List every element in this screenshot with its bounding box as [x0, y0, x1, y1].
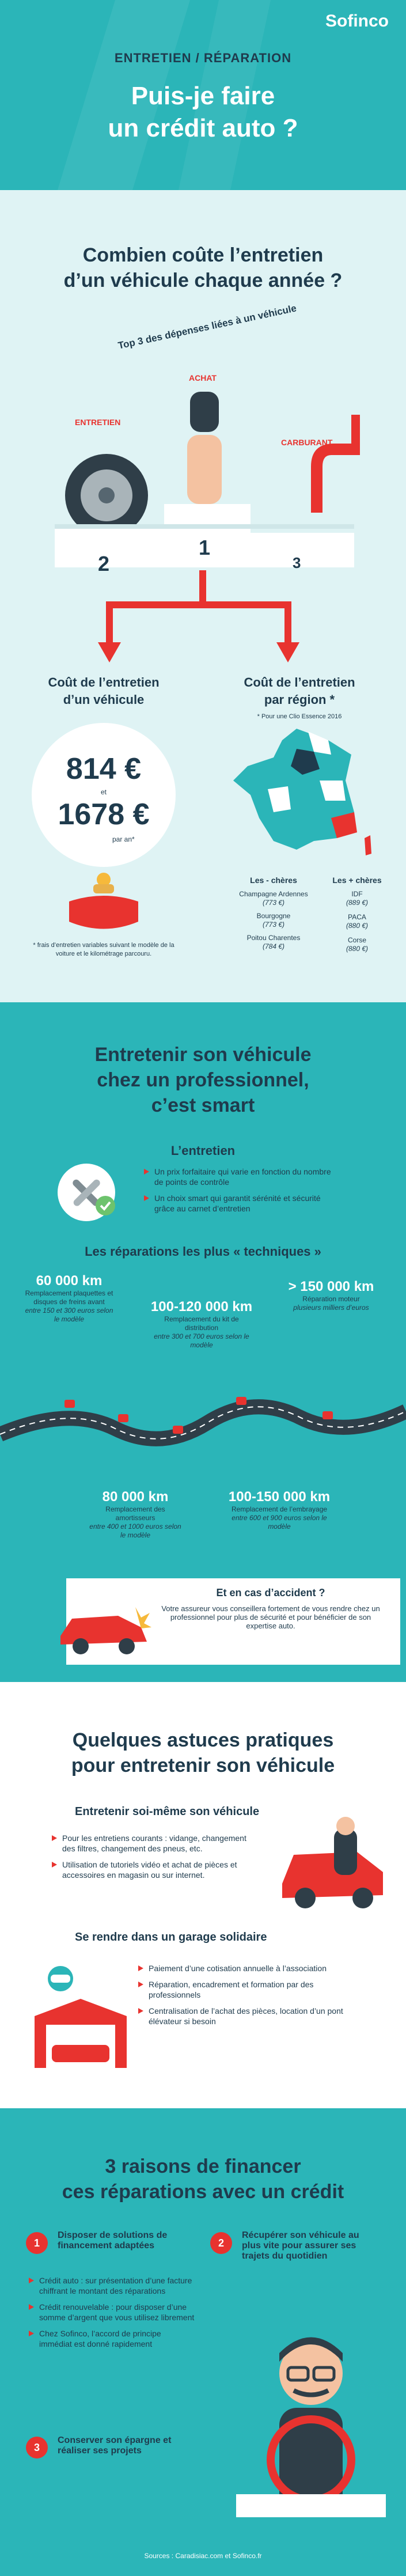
section2-title-line2: chez un professionnel, [97, 1069, 309, 1091]
accident-text: Votre assureur vous conseillera fortement de vous rendre chez un professionnel pour plus de sécurité et pour bénéficier de son expertise auto. [161, 1604, 380, 1630]
cost-and: et [100, 788, 107, 796]
milestone-150000: > 150 000 km Réparation moteur plusieurs milliers d’euros [288, 1279, 374, 1312]
road-illustration [0, 1371, 406, 1486]
region-item: PACA (880 €) [346, 913, 369, 930]
garage-list [138, 1963, 357, 2032]
driver-illustration [225, 2327, 397, 2517]
tip-item: Paiement d’une cotisation annuelle à l’association [138, 1963, 357, 1973]
region-item: IDF (889 €) [346, 890, 369, 907]
entretien-item: Un choix smart qui garantit sérénité et sécurité grâce au carnet d’entretien [144, 1193, 340, 1214]
tools-check-icon [55, 1161, 124, 1224]
more-expensive-title: Les + chères [332, 876, 382, 885]
sources: Sources : Caradisiac.com et Sofinco.fr [144, 2552, 262, 2560]
split-arrows [0, 570, 406, 668]
rank-1: 1 [199, 536, 211, 559]
france-map [227, 726, 377, 858]
reason-title-1: Disposer de solutions de financement adaptées [58, 2230, 168, 2251]
hand-key-icon [187, 435, 222, 504]
tip-item: Utilisation de tutoriels vidéo et achat de pièces et accessoires en magasin ou sur internet. [52, 1859, 248, 1880]
region-item: Poitou Charentes (784 €) [246, 934, 301, 950]
tip-item: Réparation, encadrement et formation par des professionnels [138, 1979, 357, 2000]
page-title-line2: un crédit auto ? [108, 114, 298, 142]
cost-value-1: 814 € [66, 752, 142, 786]
milestone-100-150000: 100-150 000 km Remplacement de l’embrayage entre 600 et 900 euros selon le modèle [228, 1489, 331, 1531]
entretien-title: L’entretien [170, 1143, 236, 1158]
header [0, 0, 406, 190]
rank-2: 2 [98, 552, 110, 575]
cost-per-year: par an* [112, 835, 135, 843]
label-achat: ACHAT [189, 373, 217, 382]
tip-item: Pour les entretiens courants : vidange, changement des filtres, changement des pneus, etc. [52, 1833, 248, 1854]
rank-3: 3 [293, 554, 301, 571]
reason-item: Crédit renouvelable : pour disposer d’une somme d’argent que vous utilisez librement [29, 2302, 196, 2323]
entretien-list [144, 1166, 340, 1219]
accident-title: Et en cas d’accident ? [216, 1587, 325, 1598]
region-note: * Pour une Clio Essence 2016 [257, 713, 342, 720]
category-label: ENTRETIEN / RÉPARATION [114, 51, 292, 65]
section-tips [0, 1682, 406, 2108]
sofinco-logo: Sofinco [325, 12, 389, 31]
section-credit-reasons [0, 2108, 406, 2576]
garage-title: Se rendre dans un garage solidaire [75, 1931, 267, 1944]
right-title-line2: par région * [264, 692, 335, 707]
reason-number-1: 1 [26, 2232, 48, 2254]
region-item: Bourgogne (773 €) [256, 912, 291, 929]
label-carburant: CARBURANT [281, 438, 333, 447]
section3-title-line1: Quelques astuces pratiques [72, 1729, 334, 1751]
less-expensive-list [233, 890, 314, 951]
region-item: Corse (880 €) [346, 936, 369, 953]
section-entretien-cost [0, 190, 406, 1002]
section3-title-line2: pour entretenir son véhicule [71, 1755, 335, 1776]
left-title-line1: Coût de l’entretien [48, 675, 160, 690]
cost-footnote: * frais d’entretien variables suivant le modèle de la voiture et le kilométrage parcouru. [33, 942, 174, 957]
milestone-60000: 60 000 km Remplacement plaquettes et disques de freins avant entre 150 et 300 euros selon le modèle [25, 1273, 113, 1323]
reason-title-2: Récupérer son véhicule au plus vite pour assurer ses trajets du quotidien [242, 2230, 359, 2261]
less-expensive-title: Les - chères [250, 876, 297, 885]
more-expensive-list [322, 890, 392, 953]
tip-item: Centralisation de l’achat des pièces, location d’un pont élévateur si besoin [138, 2006, 357, 2026]
reason-title-3: Conserver son épargne et réaliser ses projets [58, 2435, 172, 2456]
right-title-line1: Coût de l’entretien [244, 675, 355, 690]
left-title-line2: d’un véhicule [63, 692, 145, 707]
milestone-100-120000: 100-120 000 km Remplacement du kit de distribution entre 300 et 700 euros selon le modèle [150, 1299, 253, 1349]
reason-item: Chez Sofinco, l’accord de principe immédiat est donné rapidement [29, 2328, 196, 2349]
section1-title-line2: d’un véhicule chaque année ? [63, 270, 343, 291]
podium-caption: Top 3 des dépenses liées à un véhicule [117, 302, 298, 351]
cost-value-2: 1678 € [58, 798, 150, 831]
repairs-title: Les réparations les plus « techniques » [85, 1244, 321, 1259]
reason-number-3: 3 [26, 2437, 48, 2458]
reason-item: Crédit auto : sur présentation d’une facture chiffrant le montant des réparations [29, 2275, 196, 2296]
section4-title-line2: ces réparations avec un crédit [62, 2181, 344, 2203]
purse-icon [58, 867, 150, 936]
fuel-nozzle-icon [311, 415, 360, 513]
section2-title-line1: Entretenir son véhicule [94, 1044, 312, 1066]
crashed-car-icon [55, 1596, 153, 1659]
reason-number-2: 2 [210, 2232, 232, 2254]
garage-icon [29, 1964, 127, 2074]
region-item: Champagne Ardennes (773 €) [239, 890, 308, 907]
mechanic-car-icon [276, 1814, 392, 1912]
label-entretien: ENTRETIEN [75, 418, 121, 427]
reason1-list [29, 2275, 196, 2355]
milestone-80000: 80 000 km Remplacement des amortisseurs entre 400 et 1000 euros selon le modèle [89, 1489, 181, 1539]
entretien-item: Un prix forfaitaire qui varie en fonction du nombre de points de contrôle [144, 1166, 340, 1187]
section-professional [0, 1002, 406, 1682]
section1-title-line1: Combien coûte l’entretien [82, 244, 324, 266]
self-maintenance-title: Entretenir soi-même son véhicule [75, 1805, 260, 1818]
page-title-line1: Puis-je faire [131, 82, 275, 110]
self-maintenance-list [52, 1833, 248, 1886]
section4-title-line1: 3 raisons de financer [105, 2155, 301, 2177]
section2-title-line3: c’est smart [151, 1094, 255, 1116]
